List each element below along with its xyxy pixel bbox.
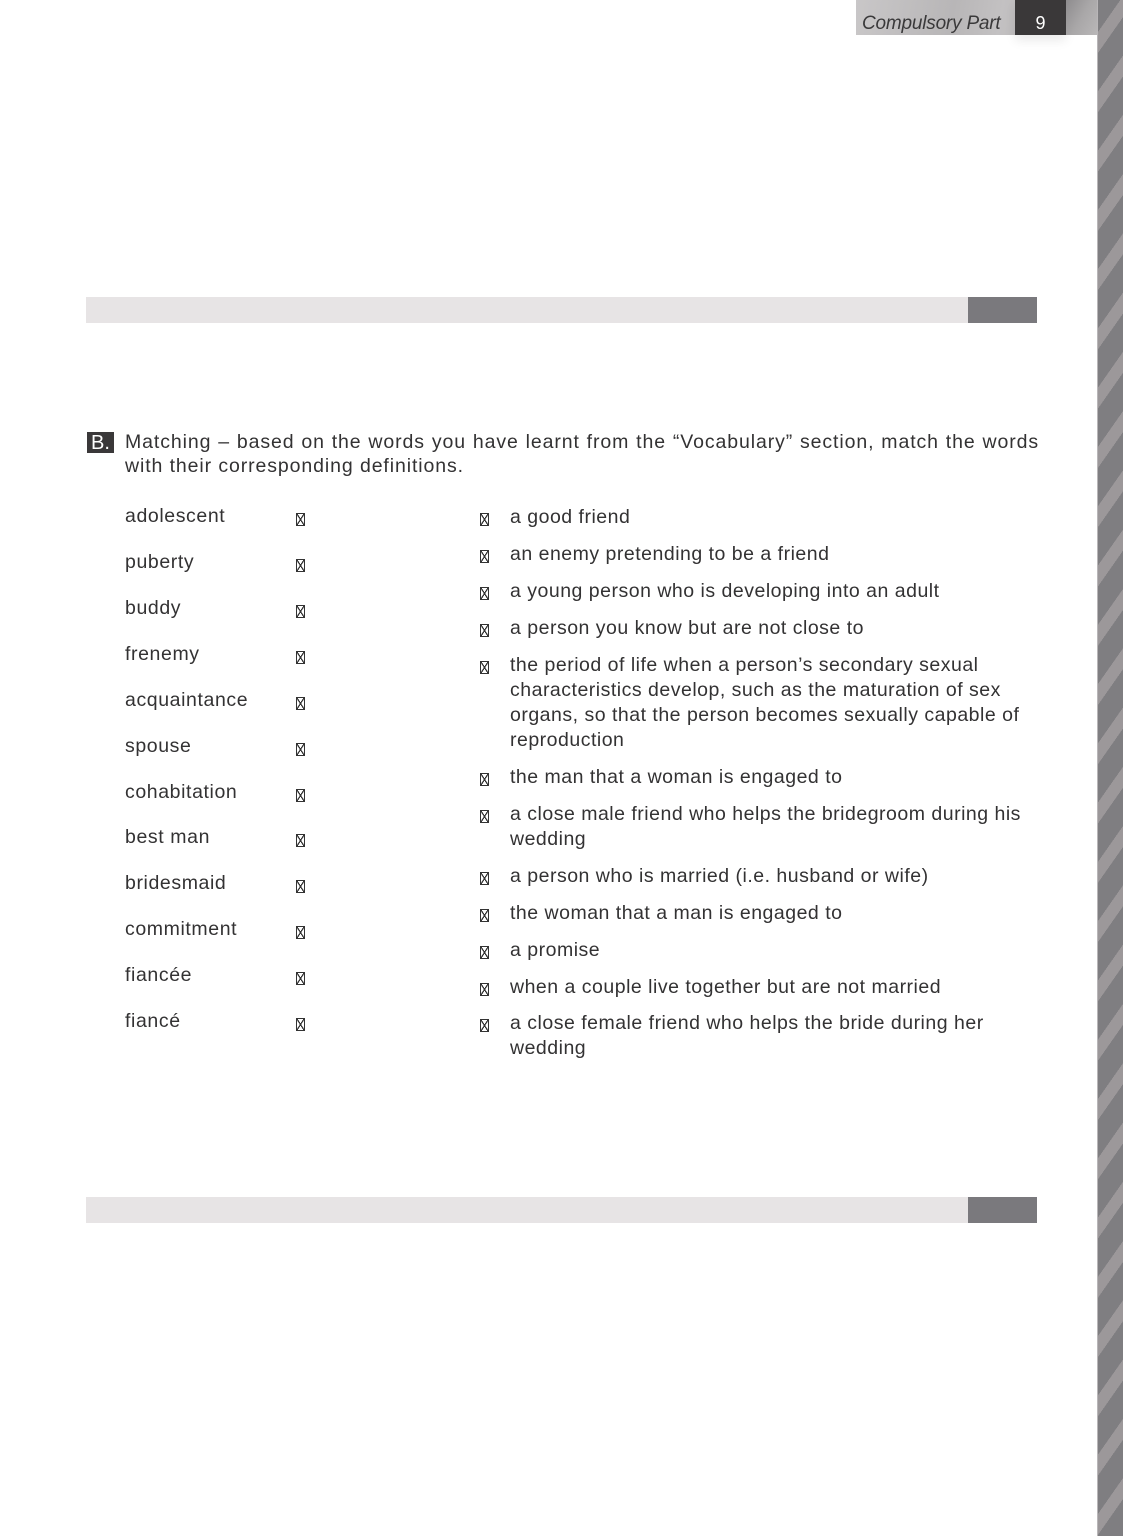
match-box-icon[interactable]	[480, 513, 489, 526]
header-tab-edge	[1066, 0, 1097, 35]
divider-bar-end	[968, 297, 1037, 323]
word-item	[125, 597, 325, 621]
match-box-icon[interactable]	[480, 872, 489, 885]
exercise-instructions: Matching – based on the words you have learnt from the “Vocabulary” section, match the words with their corresponding definitions.	[125, 431, 1039, 477]
match-box-icon[interactable]	[480, 983, 489, 996]
match-box-icon[interactable]	[480, 587, 489, 600]
definition-text: a close male friend who helps the bridegroom during his wedding	[510, 803, 1021, 850]
word-item	[125, 643, 325, 667]
match-box-icon[interactable]	[296, 513, 305, 526]
word-text: adolescent	[125, 505, 226, 527]
match-box-icon[interactable]	[480, 773, 489, 786]
match-box-icon[interactable]	[480, 810, 489, 823]
match-box-icon[interactable]	[296, 926, 305, 939]
match-box-icon[interactable]	[296, 789, 305, 802]
match-box-icon[interactable]	[296, 605, 305, 618]
word-item	[125, 551, 325, 575]
divider-bar-top	[86, 297, 1037, 323]
word-text: fiancée	[125, 964, 193, 986]
word-item	[125, 505, 325, 529]
word-text: acquaintance	[125, 689, 249, 711]
match-box-icon[interactable]	[480, 550, 489, 563]
match-box-icon[interactable]	[296, 651, 305, 664]
word-item	[125, 689, 325, 713]
word-text: spouse	[125, 735, 192, 757]
word-text: frenemy	[125, 643, 200, 665]
match-box-icon[interactable]	[480, 661, 489, 674]
word-item	[125, 872, 325, 896]
word-text: commitment	[125, 918, 238, 940]
definition-text: a person who is married (i.e. husband or wife)	[510, 865, 929, 887]
divider-bar-bottom	[86, 1197, 1037, 1223]
word-item	[125, 826, 325, 850]
word-item	[125, 964, 325, 988]
word-text: buddy	[125, 597, 182, 619]
match-box-icon[interactable]	[296, 972, 305, 985]
definition-text: a close female friend who helps the bride during her wedding	[510, 1012, 984, 1059]
word-item	[125, 735, 325, 759]
match-box-icon[interactable]	[296, 697, 305, 710]
divider-bar-end	[968, 1197, 1037, 1223]
word-item	[125, 918, 325, 942]
match-box-icon[interactable]	[296, 743, 305, 756]
definition-text: the woman that a man is engaged to	[510, 902, 843, 924]
match-box-icon[interactable]	[480, 909, 489, 922]
word-text: bridesmaid	[125, 872, 227, 894]
word-text: cohabitation	[125, 781, 238, 803]
definition-text: the period of life when a person’s secondary sexual characteristics develop, such as the maturation of sex organs, so that the person becomes sexually capable of reproduction	[510, 654, 1020, 751]
section-header-title: Compulsory Part	[862, 13, 1001, 34]
definition-text: an enemy pretending to be a friend	[510, 543, 830, 565]
match-box-icon[interactable]	[296, 1018, 305, 1031]
match-box-icon[interactable]	[296, 880, 305, 893]
match-box-icon[interactable]	[480, 624, 489, 637]
match-box-icon[interactable]	[480, 1019, 489, 1032]
definition-text: when a couple live together but are not married	[510, 976, 942, 998]
word-text: best man	[125, 826, 211, 848]
word-text: fiancé	[125, 1010, 181, 1032]
section-label: B.	[87, 432, 114, 453]
definition-text: a promise	[510, 939, 601, 961]
definition-text: the man that a woman is engaged to	[510, 766, 843, 788]
word-item	[125, 781, 325, 805]
word-text: puberty	[125, 551, 195, 573]
word-item	[125, 1010, 325, 1034]
page-number: 9	[1015, 0, 1066, 35]
decorative-side-stripe	[1097, 0, 1123, 1536]
definition-text: a young person who is developing into an adult	[510, 580, 940, 602]
match-box-icon[interactable]	[296, 559, 305, 572]
definition-text: a person you know but are not close to	[510, 617, 864, 639]
match-box-icon[interactable]	[296, 834, 305, 847]
match-box-icon[interactable]	[480, 946, 489, 959]
definition-text: a good friend	[510, 506, 631, 528]
